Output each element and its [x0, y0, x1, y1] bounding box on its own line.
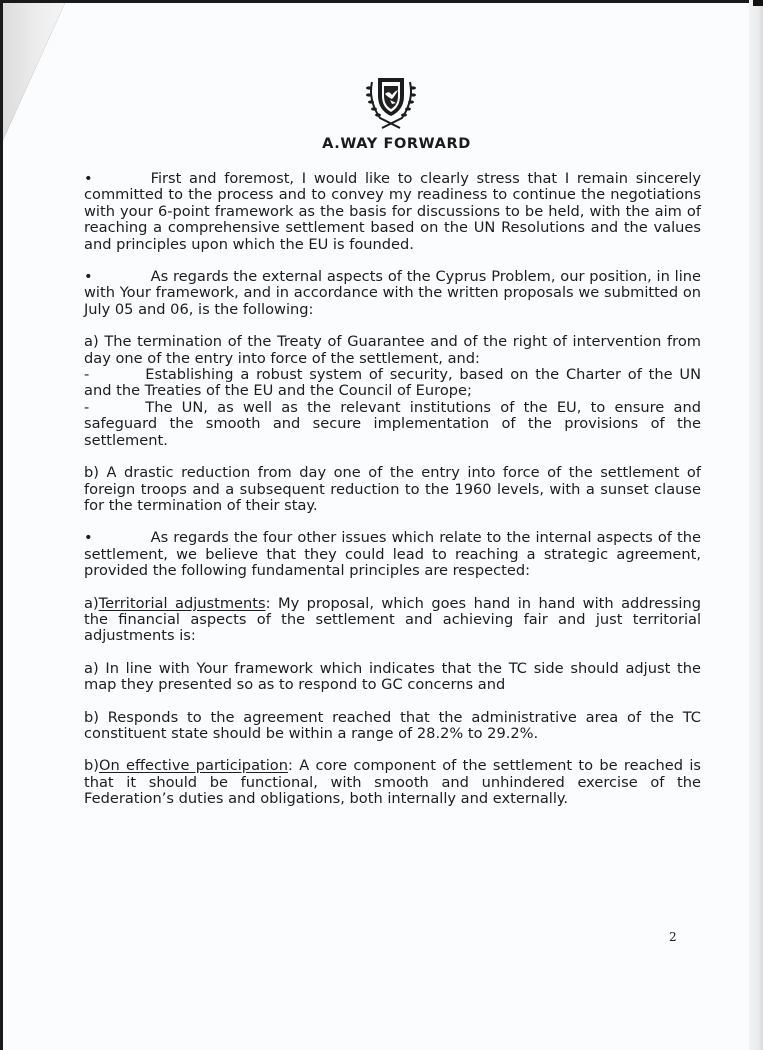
dash: - — [84, 398, 90, 416]
paragraph-text: a) The termination of the Treaty of Guarantee and of the right of intervention from day one of the entry into force of the settlement, and: — [84, 333, 701, 367]
list-item-security — [84, 367, 701, 400]
page-edge — [749, 0, 763, 1050]
paragraph-text: : My proposal, which goes hand in hand with addressing the financial aspects of the settlement and achieving fair and just territorial adjustments is: — [84, 594, 701, 645]
bullet: • — [84, 170, 93, 187]
paragraph-text: As regards the external aspects of the Cyprus Problem, our position, in line with Your framework, and in accordance with the written proposals we submitted on July 05 and 06, is the following: — [84, 268, 701, 318]
page-title: A.WAY FORWARD — [322, 136, 471, 152]
dash: - — [84, 366, 90, 384]
paragraph-map-adjustment — [84, 661, 701, 694]
cyprus-coat-of-arms-icon — [362, 74, 420, 132]
paragraph-text: b) A drastic reduction from day one of the entry into force of the settlement of foreign troops and a subsequent reduction to the 1960 levels, with a sunset clause for the termination of their stay. — [84, 464, 701, 514]
bullet: • — [84, 529, 93, 547]
paragraph-commitment — [84, 171, 701, 253]
paragraph-text: First and foremost, I would like to clearly stress that I remain sincerely committed to the process and to convey my readiness to continue the negotiations with your 6-point framework as the basis for discussions to be held, with the aim of reaching a comprehensive settlement based on the UN Resolutions and the values and principles upon which the EU is founded. — [84, 170, 701, 253]
paragraph-territorial — [84, 596, 701, 645]
paragraph-internal-aspects — [84, 530, 701, 579]
bullet: • — [84, 268, 93, 286]
page-number: 2 — [669, 930, 677, 944]
list-item-text: Establishing a robust system of security, based on the Charter of the UN and the Treaties of the EU and the Council of Europe; — [84, 366, 701, 400]
scan-border — [753, 0, 763, 6]
section-heading-participation: On effective participation — [98, 757, 288, 775]
item-prefix: b) — [84, 757, 99, 775]
document-body — [84, 171, 701, 808]
section-heading-territorial: Territorial adjustments — [98, 594, 266, 612]
paragraph-troop-reduction — [84, 465, 701, 514]
paragraph-text: b) Responds to the agreement reached that the administrative area of the TC constituent state should be within a range of 28.2% to 29.2%. — [84, 708, 701, 742]
list-item-text: The UN, as well as the relevant institutions of the EU, to ensure and safeguard the smooth and secure implementation of the provisions of the settlement. — [84, 398, 701, 449]
list-item-un-eu — [84, 400, 701, 449]
paragraph-text: : A core component of the settlement to be reached is that it should be functional, with smooth and unhindered exercise of the Federation’s duties and obligations, both internally and externally. — [84, 757, 701, 808]
paragraph-text: a) In line with Your framework which indicates that the TC side should adjust the map they presented so as to respond to GC concerns and — [84, 659, 701, 694]
paragraph-administrative-area — [84, 710, 701, 743]
paragraph-treaty-termination — [84, 334, 701, 367]
paragraph-external-aspects — [84, 269, 701, 318]
paragraph-effective-participation — [84, 758, 701, 807]
paragraph-text: As regards the four other issues which relate to the internal aspects of the settlement, we believe that they could lead to reaching a strategic agreement, provided the following fundamental principles are respected: — [84, 529, 701, 580]
item-prefix: a) — [84, 594, 99, 612]
